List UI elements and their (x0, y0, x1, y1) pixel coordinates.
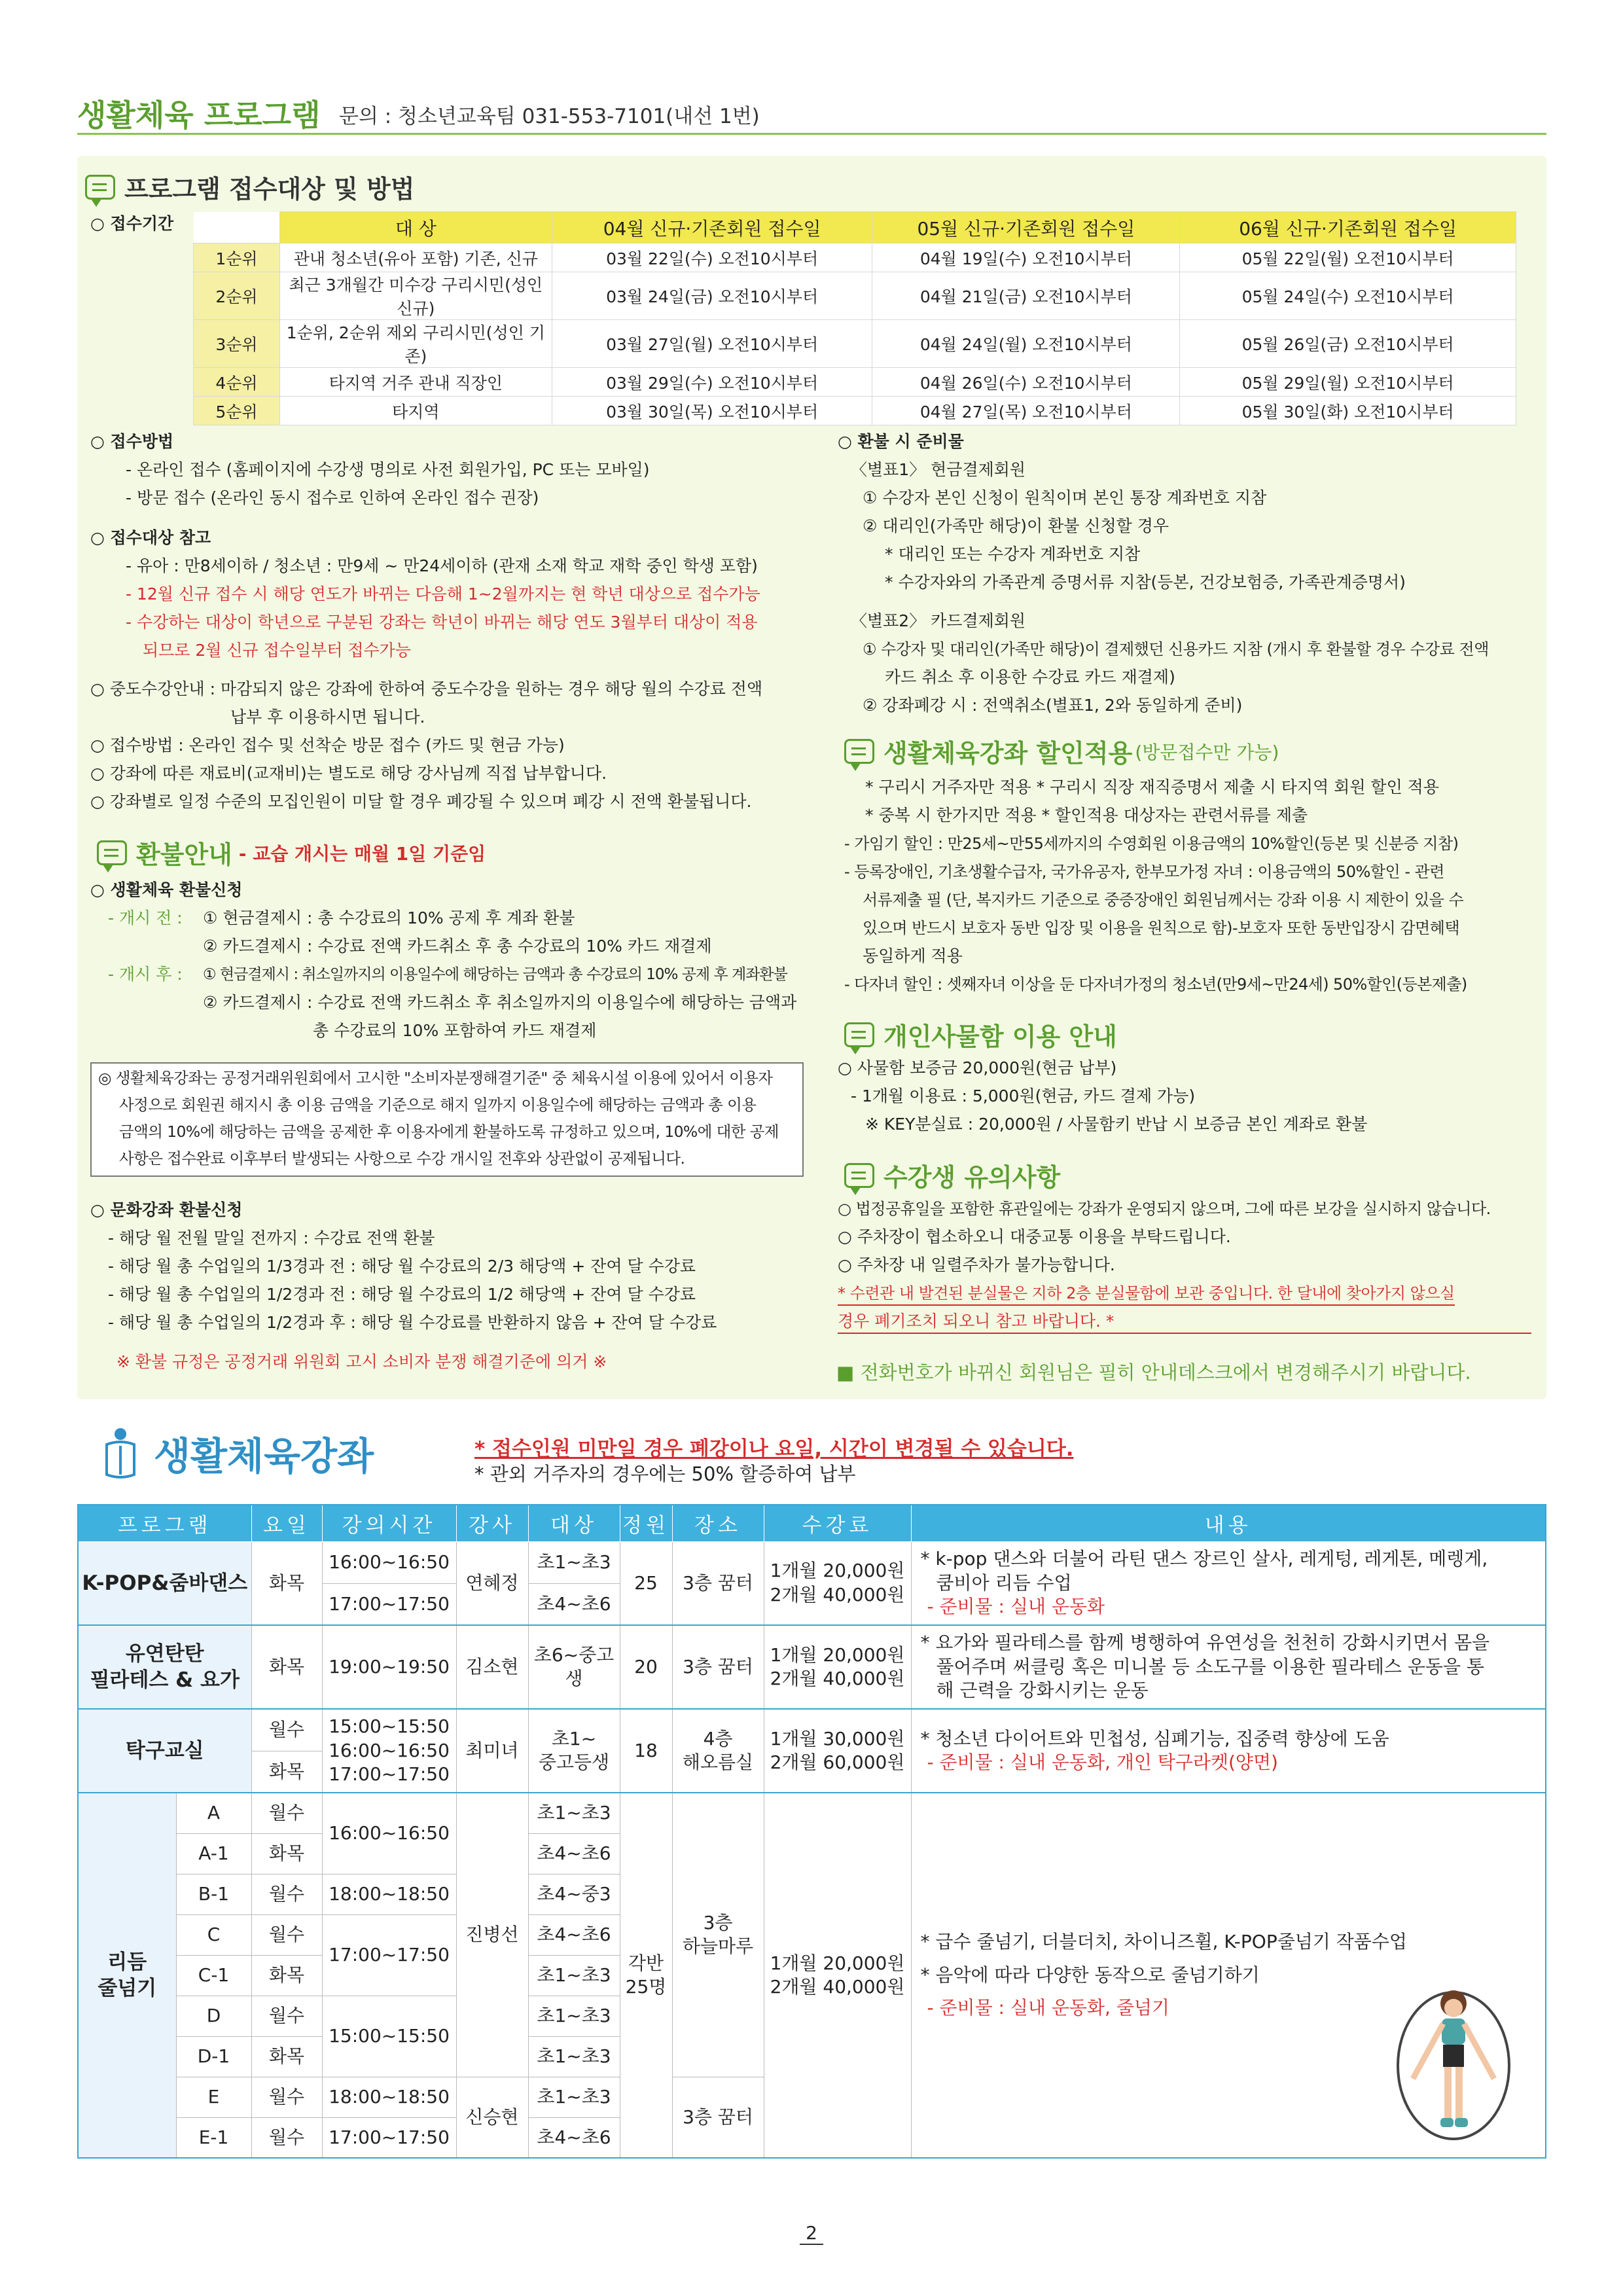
target-cell: 초4~초6 (528, 2117, 620, 2158)
col-header: 05월 신규·기존회원 접수일 (872, 212, 1180, 243)
fee-cell: 1개월 20,000원 2개월 40,000원 (764, 1793, 911, 2158)
target-cell: 초4~초6 (528, 1583, 620, 1625)
date-cell: 03월 27일(월) 오전10시부터 (552, 320, 872, 368)
rank-cell: 5순위 (194, 397, 280, 425)
date-cell: 04월 26일(수) 오전10시부터 (872, 368, 1180, 397)
day-cell: 월수 (251, 1709, 322, 1751)
section-refund (97, 834, 486, 870)
text-line: ① 현금결제시 : 총 수강료의 10% 공제 후 계좌 환불 (203, 908, 575, 927)
target-cell: 초1~초3 (528, 1541, 620, 1583)
text-line: 〈별표2〉 카드결제회원 (851, 611, 1026, 630)
table-row (78, 1709, 1546, 1751)
day-cell: 월수 (251, 1874, 322, 1914)
text-line: 되므로 2월 신규 접수일부터 접수가능 (143, 641, 411, 660)
text-line: - 다자녀 할인 : 셋째자녀 이상을 둔 다자녀가정의 청소년(만9세~만24세) 50%할인(등본제출) (844, 975, 1467, 994)
col-header: 수강료 (764, 1505, 911, 1541)
place-cell: 3층 꿈터 (672, 1541, 764, 1625)
table-row (194, 243, 1516, 272)
text-line: 사정으로 회원권 해지시 총 이용 금액을 기준으로 해지 일까지 이용일수에 해당하는 금액과 총 이용 (119, 1096, 757, 1114)
target-cell: 초1~초3 (528, 2077, 620, 2117)
text-line: ○ 강좌에 따른 재료비(교재비)는 별도로 해당 강사님께 직접 납부합니다. (90, 764, 607, 783)
section-title: 생활체육강좌 할인적용 (883, 739, 1133, 768)
col-header: 대상 (528, 1505, 620, 1541)
text-line: ○ 강좌별로 일정 수준의 모집인원이 미달 할 경우 폐강될 수 있으며 폐강 시 전액 환불됩니다. (90, 792, 752, 811)
desc-cell (911, 1625, 1546, 1709)
section-title: 환불안내 (136, 840, 232, 869)
desc-line: - 준비물 : 실내 운동화, 줄넘기 (927, 1997, 1169, 2019)
col-header: 06월 신규·기존회원 접수일 (1180, 212, 1516, 243)
place-cell: 4층 해오름실 (672, 1709, 764, 1793)
col-header: 정원 (620, 1505, 672, 1541)
target-cell: 초4~중3 (528, 1874, 620, 1914)
day-cell: 화목 (251, 1833, 322, 1874)
text-line: ※ KEY분실료 : 20,000원 / 사물함키 반납 시 보증금 본인 계좌로 환불 (865, 1115, 1368, 1134)
desc-cell (911, 1541, 1546, 1625)
class-cell: A (176, 1793, 251, 1833)
col-header: 강의시간 (322, 1505, 456, 1541)
date-cell: 04월 24일(월) 오전10시부터 (872, 320, 1180, 368)
text-line: 사항은 접수완료 이후부터 발생되는 사항으로 수강 개시일 전후와 상관없이 공제됩니다. (119, 1149, 685, 1168)
text-line: * 구리시 거주자만 적용 * 구리시 직장 재직증명서 제출 시 타지역 회원 할인 적용 (865, 778, 1439, 797)
lecture-table (77, 1504, 1546, 2159)
lecture-note: * 관외 거주자의 경우에는 50% 할증하여 납부 (474, 1463, 856, 1485)
time-cell: 17:00~17:50 (322, 2117, 456, 2158)
day-cell: 월수 (251, 1793, 322, 1833)
text-line: - 12월 신규 접수 시 해당 연도가 바뀌는 다음해 1~2월까지는 현 학년 대상으로 접수가능 (126, 584, 760, 603)
time-cell: 19:00~19:50 (322, 1625, 456, 1709)
target-cell: 타지역 (279, 397, 552, 425)
text-line: ◎ 생활체육강좌는 공정거래위원회에서 고시한 "소비자분쟁해결기준" 중 체육시설 이용에 있어서 이용자 (98, 1069, 773, 1087)
text-line: - 해당 월 총 수업일의 1/2경과 후 : 해당 월 수강료를 반환하지 않음 + 잔여 달 수강료 (108, 1313, 717, 1332)
text-line: ○ 접수대상 참고 (90, 528, 211, 547)
fee-cell: 1개월 20,000원 2개월 40,000원 (764, 1625, 911, 1709)
text-line: - 온라인 접수 (홈페이지에 수강생 명의로 사전 회원가입, PC 또는 모바일) (126, 460, 650, 479)
target-cell: 관내 청소년(유아 포함) 기존, 신규 (279, 243, 552, 272)
day-cell: 화목 (251, 2036, 322, 2077)
table-row (78, 1793, 1546, 1833)
desc-line: * 요가와 필라테스를 함께 병행하여 유연성을 천천히 강화시키면서 몸을 (920, 1632, 1490, 1654)
table-row (194, 397, 1516, 425)
col-header: 프로그램 (78, 1505, 251, 1541)
date-cell: 05월 24일(수) 오전10시부터 (1180, 272, 1516, 320)
desc-cell (911, 1709, 1546, 1793)
capacity-cell: 18 (620, 1709, 672, 1793)
day-cell: 월수 (251, 1996, 322, 2036)
capacity-cell: 25 (620, 1541, 672, 1625)
target-cell: 초6~중고생 (528, 1625, 620, 1709)
text-line: - 개시 전 : (108, 908, 183, 927)
text-line: ○ 사물함 보증금 20,000원(현금 납부) (838, 1058, 1117, 1077)
text-line: ② 카드결제시 : 수강료 전액 카드취소 후 취소일까지의 이용일수에 해당하는 금액과 (203, 993, 797, 1012)
desc-line: 해 근력을 강화시키는 운동 (936, 1679, 1149, 1702)
desc-line: - 준비물 : 실내 운동화, 개인 탁구라켓(양면) (927, 1751, 1278, 1773)
program-name-line: 필라테스 & 요가 (90, 1668, 240, 1692)
time-cell: 17:00~17:50 (322, 1914, 456, 1996)
speech-bubble-icon (844, 1022, 874, 1047)
section-caution (844, 1157, 1060, 1193)
date-cell: 04월 27일(목) 오전10시부터 (872, 397, 1180, 425)
text-line: ○ 생활체육 환불신청 (90, 880, 243, 899)
text-line: ○ 주차장이 협소하오니 대중교통 이용을 부탁드립니다. (838, 1227, 1231, 1246)
text-line: ※ 환불 규정은 공정거래 위원회 고시 소비자 분쟁 해결기준에 의거 ※ (116, 1352, 607, 1371)
teacher-cell: 김소현 (456, 1625, 528, 1709)
rank-cell: 2순위 (194, 272, 280, 320)
text-line: - 해당 월 총 수업일의 1/2경과 전 : 해당 월 수강료의 1/2 해당액 + 잔여 달 수강료 (108, 1285, 696, 1304)
header-title: 생활체육 프로그램 (77, 98, 321, 133)
date-cell: 03월 30일(목) 오전10시부터 (552, 397, 872, 425)
lecture-title: 생활체육강좌 (154, 1434, 374, 1479)
text-line: ① 수강자 본인 신청이 원칙이며 본인 통장 계좌번호 지참 (863, 488, 1267, 507)
text-line: - 개시 후 : (108, 965, 183, 984)
desc-cell (911, 1793, 1546, 2158)
person-icon (101, 1426, 139, 1480)
text-line: 카드 취소 후 이용한 수강료 카드 재결제) (885, 668, 1175, 687)
program-name: 리듬 줄넘기 (78, 1793, 176, 2158)
speech-bubble-icon (97, 840, 127, 865)
rank-cell: 3순위 (194, 320, 280, 368)
text-line: - 수강하는 대상이 학년으로 구분된 강좌는 학년이 바뀌는 해당 연도 3월부터 대상이 적용 (126, 613, 758, 632)
rank-cell: 1순위 (194, 243, 280, 272)
target-cell: 초1~초3 (528, 1793, 620, 1833)
text-line: - 등록장애인, 기초생활수급자, 국가유공자, 한부모가정 자녀 : 이용금액의 50%할인 - 관련 (844, 863, 1444, 881)
class-cell: C (176, 1914, 251, 1955)
table-row (78, 1541, 1546, 1583)
text-line: 〈별표1〉 현금결제회원 (851, 460, 1026, 479)
text-line: ○ 환불 시 준비물 (838, 432, 964, 451)
col-header: 요일 (251, 1505, 322, 1541)
text-line: 있으며 반드시 보호자 동반 입장 및 이용을 원칙으로 함)-보호자 또한 동반입장시 감면혜택 (863, 919, 1460, 937)
teacher-cell: 최미녀 (456, 1709, 528, 1793)
text-line: - 1개월 이용료 : 5,000원(현금, 카드 결제 가능) (851, 1086, 1196, 1105)
section-title: 프로그램 접수대상 및 방법 (124, 175, 415, 204)
text-line: 납부 후 이용하시면 됩니다. (230, 708, 425, 726)
col-header: 강사 (456, 1505, 528, 1541)
section-locker (844, 1016, 1117, 1052)
date-cell: 05월 30일(화) 오전10시부터 (1180, 397, 1516, 425)
section-title: 개인사물함 이용 안내 (883, 1022, 1117, 1051)
date-cell: 05월 26일(금) 오전10시부터 (1180, 320, 1516, 368)
text-line: - 방문 접수 (온라인 동시 접수로 인하여 온라인 접수 권장) (126, 488, 539, 507)
period-label: ○ 접수기간 (90, 214, 174, 233)
desc-line: * k-pop 댄스와 더불어 라틴 댄스 장르인 살사, 레게텅, 레게톤, 메렝게, (920, 1548, 1488, 1570)
text-line: ○ 접수방법 (90, 432, 174, 451)
time-cell: 15:00~15:50 (322, 1996, 456, 2077)
text-line: - 유아 : 만8세이하 / 청소년 : 만9세 ~ 만24세이하 (관재 소재 학교 재학 중인 학생 포함) (126, 556, 758, 575)
text-line: 경우 폐기조치 되오니 참고 바랍니다. * (838, 1310, 1531, 1334)
desc-line: 쿰비아 리듬 수업 (936, 1571, 1072, 1594)
text-line: * 중복 시 한가지만 적용 * 할인적용 대상자는 관련서류를 제출 (865, 806, 1308, 825)
class-cell: C-1 (176, 1955, 251, 1996)
section-subtitle: (방문접수만 가능) (1135, 741, 1279, 763)
day-cell: 월수 (251, 2117, 322, 2158)
table-row (78, 1625, 1546, 1709)
place-cell: 3층 꿈터 (672, 1625, 764, 1709)
fee-cell: 1개월 20,000원 2개월 40,000원 (764, 1541, 911, 1625)
desc-line: * 음악에 따라 다양한 동작으로 줄넘기하기 (920, 1964, 1260, 1986)
day-cell: 화목 (251, 1541, 322, 1625)
teacher-cell: 신승현 (456, 2077, 528, 2158)
class-cell: A-1 (176, 1833, 251, 1874)
class-cell: D (176, 1996, 251, 2036)
target-cell: 최근 3개월간 미수강 구리시민(성인 신규) (279, 272, 552, 320)
text-line: - 해당 월 총 수업일의 1/3경과 전 : 해당 월 수강료의 2/3 해당액 + 잔여 달 수강료 (108, 1257, 696, 1276)
lecture-note-red: * 접수인원 미만일 경우 폐강이나 요일, 시간이 변경될 수 있습니다. (474, 1437, 1074, 1461)
target-cell: 초1~초3 (528, 2036, 620, 2077)
target-cell: 초4~초6 (528, 1914, 620, 1955)
desc-line: * 급수 줄넘기, 더블더치, 차이니즈휠, K-POP줄넘기 작품수업 (920, 1931, 1407, 1953)
text-line: ○ 주차장 내 일렬주차가 불가능합니다. (838, 1255, 1115, 1274)
program-name (78, 1625, 251, 1709)
teacher-cell: 진병선 (456, 1793, 528, 2077)
text-line: * 수련관 내 발견된 분실물은 지하 2층 분실물함에 보관 중입니다. 한 달내에 찾아가지 않으실 (838, 1282, 1455, 1306)
class-cell: E (176, 2077, 251, 2117)
date-cell: 03월 22일(수) 오전10시부터 (552, 243, 872, 272)
section-title: 수강생 유의사항 (883, 1163, 1061, 1192)
target-cell: 1순위, 2순위 제외 구리시민(성인 기존) (279, 320, 552, 368)
target-cell: 초1~초3 (528, 1996, 620, 2036)
time-cell: 18:00~18:50 (322, 2077, 456, 2117)
lecture-heading (101, 1426, 374, 1480)
rank-cell: 4순위 (194, 368, 280, 397)
text-line: ① 수강자 및 대리인(가족만 해당)이 결제했던 신용카드 지참 (개시 후 환불할 경우 수강료 전액 (863, 640, 1489, 658)
capacity-cell: 각반 25명 (620, 1793, 672, 2158)
desc-line: 풀어주며 써클링 혹은 미니볼 등 소도구를 이용한 필라테스 운동을 통 (936, 1655, 1484, 1677)
speech-bubble-icon (844, 739, 874, 764)
text-line: 동일하게 적용 (863, 946, 963, 965)
target-cell: 초4~초6 (528, 1833, 620, 1874)
day-cell: 월수 (251, 1914, 322, 1955)
date-cell: 03월 29일(수) 오전10시부터 (552, 368, 872, 397)
place-cell: 3층 꿈터 (672, 2077, 764, 2158)
text-line: 총 수강료의 10% 포함하여 카드 재결제 (313, 1021, 597, 1040)
date-cell: 05월 29일(월) 오전10시부터 (1180, 368, 1516, 397)
col-header: 대 상 (279, 212, 552, 243)
day-cell: 화목 (251, 1955, 322, 1996)
col-header: 내용 (911, 1505, 1546, 1541)
desc-line: * 청소년 다이어트와 민첩성, 심폐기능, 집중력 향상에 도움 (920, 1727, 1389, 1749)
text-line: - 해당 월 전월 말일 전까지 : 수강료 전액 환불 (108, 1229, 435, 1247)
text-line: ○ 법정공휴일을 포함한 휴관일에는 강좌가 운영되지 않으며, 그에 따른 보강을 실시하지 않습니다. (838, 1200, 1491, 1218)
text-line: ② 카드결제시 : 수강료 전액 카드취소 후 총 수강료의 10% 카드 재결제 (203, 937, 712, 956)
col-header: 04월 신규·기존회원 접수일 (552, 212, 872, 243)
text-line: ② 강좌폐강 시 : 전액취소(별표1, 2와 동일하게 준비) (863, 696, 1243, 715)
text-line: 서류제출 필 (단, 복지카드 기준으로 중증장애인 회원님께서는 강좌 이용 시 제한이 있을 수 (863, 891, 1464, 909)
header-contact: 문의 : 청소년교육팀 031-553-7101(내선 1번) (339, 105, 760, 128)
page-header (77, 92, 1546, 135)
section-registration (85, 169, 414, 205)
page-number: 2 (800, 2222, 823, 2245)
program-name-line: 유연탄탄 (125, 1641, 204, 1666)
section-subtitle: - 교습 개시는 매월 1일 기준임 (238, 842, 486, 865)
day-cell: 화목 (251, 1625, 322, 1709)
time-cell: 16:00~16:50 (322, 1541, 456, 1583)
place-cell: 3층 하늘마루 (672, 1793, 764, 2077)
class-cell: B-1 (176, 1874, 251, 1914)
text-line: * 대리인 또는 수강자 계좌번호 지참 (885, 545, 1141, 564)
capacity-cell: 20 (620, 1625, 672, 1709)
time-cell: 18:00~18:50 (322, 1874, 456, 1914)
text-line: ○ 접수방법 : 온라인 접수 및 선착순 방문 접수 (카드 및 현금 가능) (90, 736, 565, 755)
program-name: 탁구교실 (78, 1709, 251, 1793)
day-cell: 화목 (251, 1751, 322, 1793)
date-cell: 04월 21일(금) 오전10시부터 (872, 272, 1180, 320)
text-line: ■ 전화번호가 바뀌신 회원님은 필히 안내데스크에서 변경해주시기 바랍니다. (836, 1361, 1471, 1384)
time-cell: 17:00~17:50 (322, 1583, 456, 1625)
text-line: ○ 중도수강안내 : 마감되지 않은 강좌에 한하여 중도수강을 원하는 경우 해당 월의 수강료 전액 (90, 679, 763, 698)
date-cell: 04월 19일(수) 오전10시부터 (872, 243, 1180, 272)
day-cell: 월수 (251, 2077, 322, 2117)
speech-bubble-icon (85, 175, 115, 200)
teacher-cell: 연혜정 (456, 1541, 528, 1625)
text-line: 금액의 10%에 해당하는 금액을 공제한 후 이용자에게 환불하도록 규정하고 있으며, 10%에 대한 공제 (119, 1122, 779, 1141)
text-line: ① 현금결제시 : 취소일까지의 이용일수에 해당하는 금액과 총 수강료의 10% 공제 후 계좌환불 (203, 966, 787, 983)
text-line: ② 대리인(가족만 해당)이 환불 신청할 경우 (863, 516, 1169, 535)
date-cell: 05월 22일(월) 오전10시부터 (1180, 243, 1516, 272)
table-row (194, 368, 1516, 397)
time-cell: 15:00~15:50 16:00~16:50 17:00~17:50 (322, 1709, 456, 1793)
speech-bubble-icon (844, 1163, 874, 1188)
program-name: K-POP&줌바댄스 (78, 1541, 251, 1625)
table-row (194, 320, 1516, 368)
table-row (194, 272, 1516, 320)
jump-rope-girl-illustration (1388, 1981, 1519, 2144)
registration-table (193, 211, 1516, 425)
section-discount (844, 733, 1279, 769)
time-cell: 16:00~16:50 (322, 1793, 456, 1874)
text-line: ○ 문화강좌 환불신청 (90, 1200, 243, 1219)
class-cell: D-1 (176, 2036, 251, 2077)
target-cell: 타지역 거주 관내 직장인 (279, 368, 552, 397)
target-cell: 초1~초3 (528, 1955, 620, 1996)
desc-line: - 준비물 : 실내 운동화 (927, 1595, 1105, 1617)
text-line: * 수강자와의 가족관계 증명서류 지참(등본, 건강보험증, 가족관계증명서) (885, 573, 1406, 592)
col-header: 장소 (672, 1505, 764, 1541)
date-cell: 03월 24일(금) 오전10시부터 (552, 272, 872, 320)
target-cell: 초1~ 중고등생 (528, 1709, 620, 1793)
class-cell: E-1 (176, 2117, 251, 2158)
fee-cell: 1개월 30,000원 2개월 60,000원 (764, 1709, 911, 1793)
text-line: - 가임기 할인 : 만25세~만55세까지의 수영회원 이용금액의 10%할인(등본 및 신분증 지참) (844, 834, 1459, 853)
